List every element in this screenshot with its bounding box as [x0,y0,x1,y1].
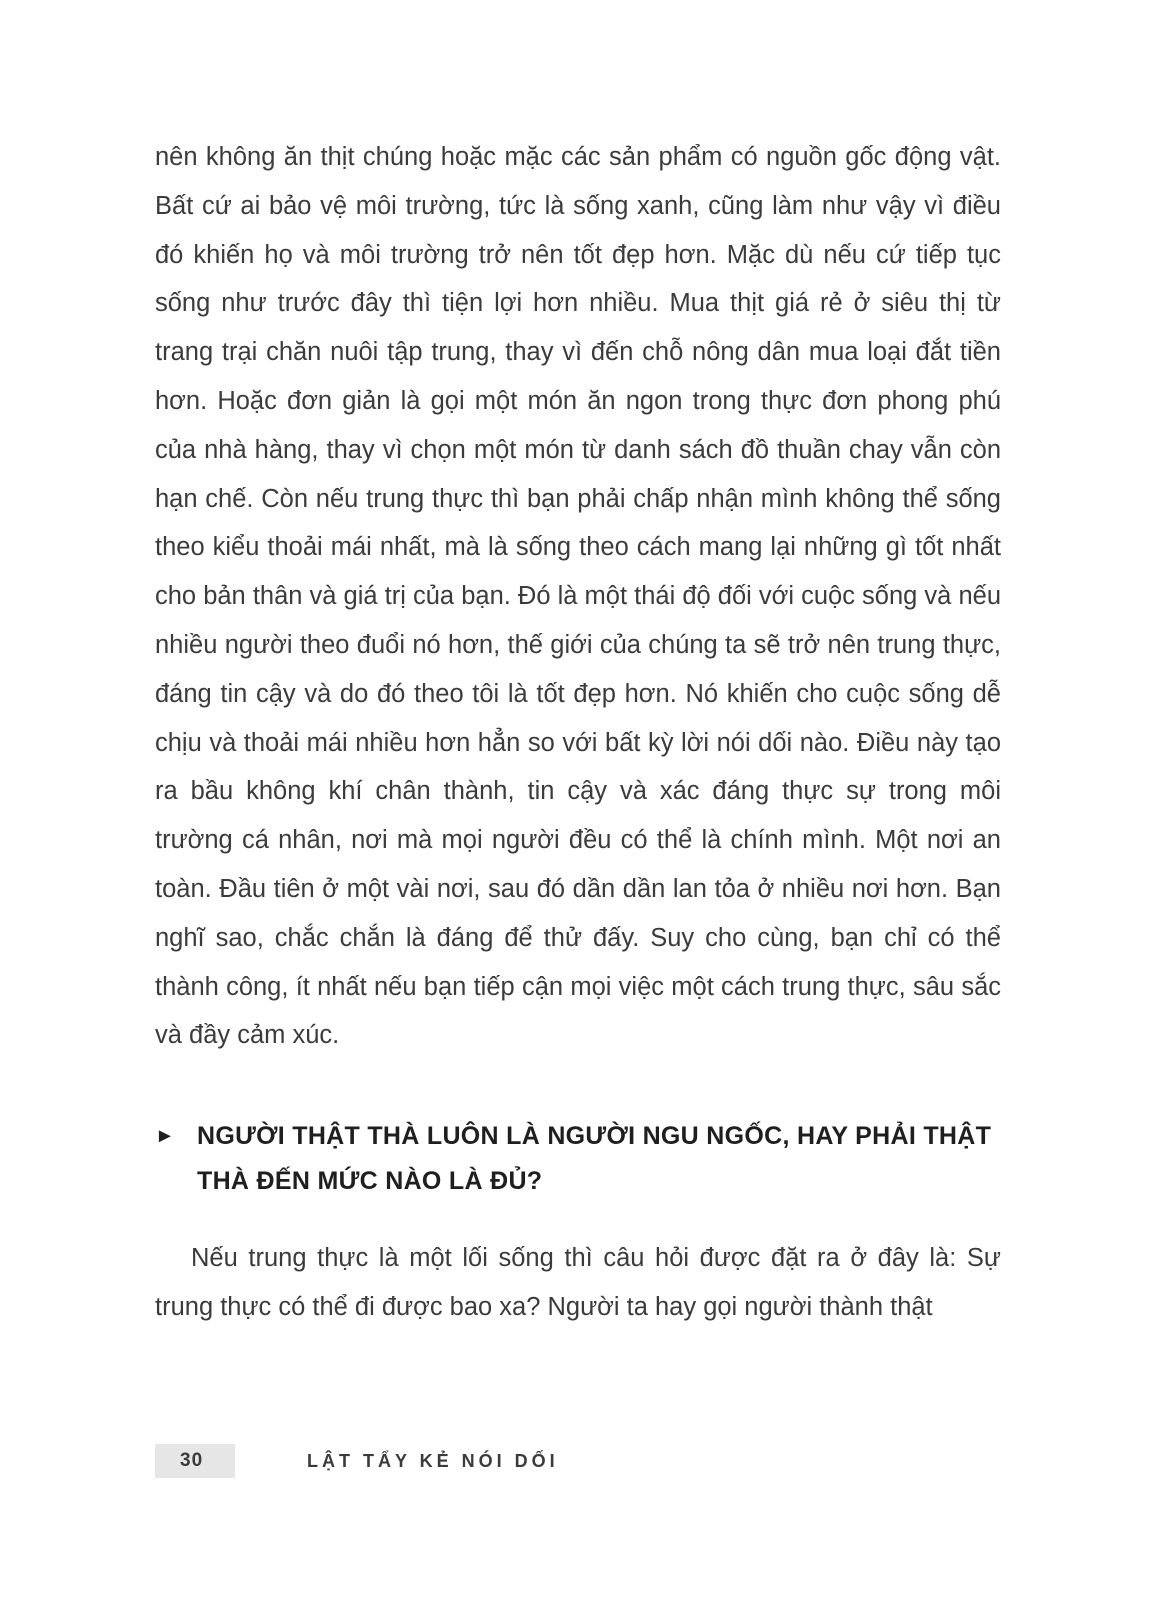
running-book-title: LẬT TẨY KẺ NÓI DỐI [307,1450,559,1471]
second-paragraph: Nếu trung thực là một lối sống thì câu hỏi được đặt ra ở đây là: Sự trung thực có thể đi được bao xa? Người ta hay gọi người thành thật [155,1244,1001,1321]
page-footer [155,1444,1001,1478]
body-paragraph: nên không ăn thịt chúng hoặc mặc các sản phẩm có nguồn gốc động vật. Bất cứ ai bảo vệ môi trường, tức là sống xanh, cũng làm như vậy vì điều đó khiến họ và môi trường trở nên tốt đẹp hơn. Mặc dù nếu cứ tiếp tục sống như trước đây thì tiện lợi hơn nhiều. Mua thịt giá rẻ ở siêu thị từ trang trại chăn nuôi tập trung, thay vì đến chỗ nông dân mua loại đắt tiền hơn. Hoặc đơn giản là gọi một món ăn ngon trong thực đơn phong phú của nhà hàng, thay vì chọn một món từ danh sách đồ thuần chay vẫn còn hạn chế. Còn nếu trung thực thì bạn phải chấp nhận mình không thể sống theo kiểu thoải mái nhất, mà là sống theo cách mang lại những gì tốt nhất cho bản thân và giá trị của bạn. Đó là một thái độ đối với cuộc sống và nếu nhiều người theo đuổi nó hơn, thế giới của chúng ta sẽ trở nên trung thực, đáng tin cậy và do đó theo tôi là tốt đẹp hơn. Nó khiến cho cuộc sống dễ chịu và thoải mái nhiều hơn hẳn so với bất kỳ lời nói dối nào. Điều này tạo ra bầu không khí chân thành, tin cậy và xác đáng thực sự trong môi trường cá nhân, nơi mà mọi người đều có thể là chính mình. Một nơi an toàn. Đầu tiên ở một vài nơi, sau đó dần dần lan tỏa ở nhiều nơi hơn. Bạn nghĩ sao, chắc chắn là đáng để thử đấy. Suy cho cùng, bạn chỉ có thể thành công, ít nhất nếu bạn tiếp cận mọi việc một cách trung thực, sâu sắc và đầy cảm xúc. [155,143,1001,1050]
page-content [155,133,1001,1332]
section-heading [155,1114,1001,1204]
page-number-box [155,1444,235,1478]
section-heading-text: NGƯỜI THẬT THÀ LUÔN LÀ NGƯỜI NGU NGỐC, HAY PHẢI THẬT THÀ ĐẾN MỨC NÀO LÀ ĐỦ? [197,1122,992,1196]
triangle-bullet-icon: ► [155,1125,175,1148]
page-number: 30 [180,1450,204,1471]
